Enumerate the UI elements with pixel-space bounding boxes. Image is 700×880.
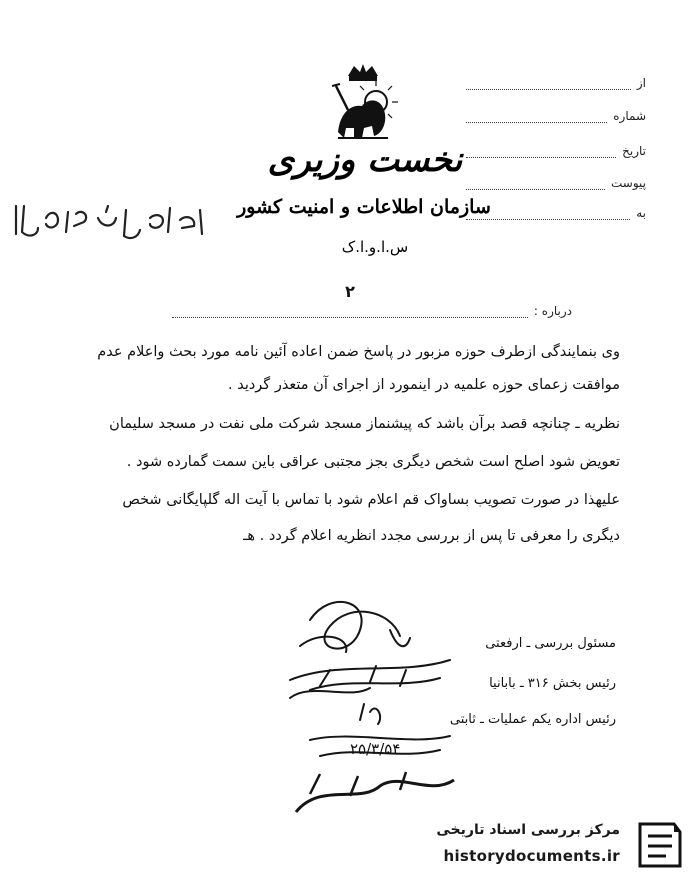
ministry-title: نخست وزیری [267, 140, 463, 180]
dotted-line [466, 207, 630, 220]
watermark-persian-text: مرکز بررسی اسناد تاریخی [436, 822, 620, 838]
dotted-line [466, 77, 631, 90]
organization-subtitle: سازمان اطلاعات و امنیت کشور [237, 196, 491, 218]
watermark-website: historydocuments.ir [443, 847, 620, 865]
body-line: وی بنمایندگی ازطرف حوزه مزبور در پاسخ ضمن اعاده آئین نامه مورد بحث واعلام عدم [97, 344, 620, 360]
handwritten-signatures [250, 590, 490, 820]
page-number: ۲ [345, 282, 355, 301]
dotted-line [172, 307, 528, 318]
body-line: علیهذا در صورت تصویب بساواک قم اعلام شود با تماس با آیت اله گلپایگانی شخص [122, 492, 620, 508]
signoff-section-head: رئیس بخش ۳۱۶ ـ بابانیا [489, 676, 616, 691]
subject-label: درباره : [533, 304, 572, 318]
signoff-operations-head: رئیس اداره یکم عملیات ـ ثابتی [449, 712, 616, 727]
organization-code: س.ا.و.ا.ک [341, 238, 409, 256]
field-label: تاریخ [622, 144, 646, 158]
body-line: نظریه ـ چنانچه قصد برآن باشد که پیشنماز مسجد شرکت ملی نفت در مسجد سلیمان [109, 416, 620, 432]
subject-field [172, 302, 572, 318]
field-label: از [636, 76, 646, 90]
archive-logo-icon [634, 818, 684, 872]
handwritten-archive-note [10, 198, 210, 246]
lion-and-sun-emblem-icon [318, 62, 408, 144]
signoff-reviewer: مسئول بررسی ـ ارفعتی [485, 636, 616, 651]
field-to [466, 200, 646, 220]
handwritten-date: ۲۵/۳/۵۴ [350, 740, 401, 758]
field-label: به [636, 206, 646, 220]
body-line: تعویض شود اصلح است شخص دیگری بجز مجتبی عراقی باین سمت گمارده شود . [126, 454, 620, 470]
field-number [466, 103, 646, 123]
field-from [466, 70, 646, 90]
dotted-line [466, 145, 616, 158]
dotted-line [466, 177, 605, 190]
field-date [466, 138, 646, 158]
body-line: موافقت زعمای حوزه علمیه در اینمورد از اجرای آن متعذر گردید . [227, 377, 620, 393]
dotted-line [466, 110, 607, 123]
field-label: پیوست [611, 176, 646, 190]
body-line: دیگری را معرفی تا پس از بررسی مجدد انظریه اعلام گردد . هـ [243, 528, 620, 544]
field-label: شماره [613, 109, 646, 123]
field-attachment [466, 170, 646, 190]
